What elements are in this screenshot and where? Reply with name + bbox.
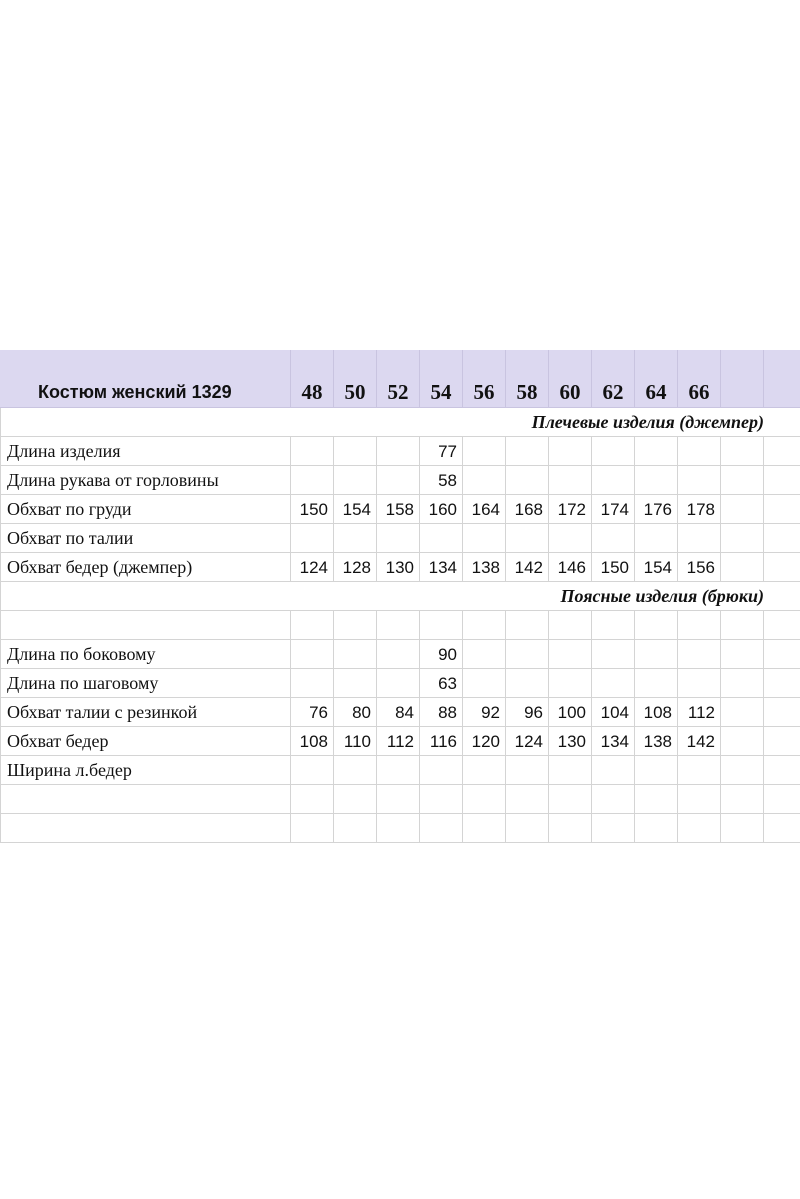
size-value-cell[interactable] xyxy=(764,785,800,814)
size-value-cell[interactable] xyxy=(334,611,377,640)
size-value-cell[interactable] xyxy=(721,524,764,553)
size-value-cell[interactable]: 174 xyxy=(592,495,635,524)
size-value-cell[interactable] xyxy=(463,814,506,843)
size-value-cell[interactable] xyxy=(635,437,678,466)
size-value-cell[interactable] xyxy=(377,785,420,814)
size-value-cell[interactable] xyxy=(678,785,721,814)
size-value-cell[interactable] xyxy=(764,756,800,785)
size-value-cell[interactable] xyxy=(506,437,549,466)
size-value-cell[interactable]: 128 xyxy=(334,553,377,582)
size-value-cell[interactable] xyxy=(764,814,800,843)
size-value-cell[interactable] xyxy=(678,669,721,698)
size-value-cell[interactable]: 80 xyxy=(334,698,377,727)
size-value-cell[interactable] xyxy=(549,669,592,698)
size-value-cell[interactable]: 100 xyxy=(549,698,592,727)
row-label[interactable] xyxy=(0,785,291,814)
size-value-cell[interactable] xyxy=(291,524,334,553)
size-value-cell[interactable] xyxy=(291,785,334,814)
size-value-cell[interactable] xyxy=(377,756,420,785)
table-row xyxy=(0,756,800,785)
size-value-cell[interactable] xyxy=(334,437,377,466)
size-value-cell[interactable] xyxy=(678,524,721,553)
size-value-cell[interactable] xyxy=(506,814,549,843)
size-value-cell[interactable] xyxy=(549,466,592,495)
size-value-cell[interactable]: 142 xyxy=(506,553,549,582)
size-value-cell[interactable]: 90 xyxy=(420,640,463,669)
size-header-cell[interactable]: 66 xyxy=(678,350,721,408)
size-header-cell[interactable]: 48 xyxy=(291,350,334,408)
table-title[interactable]: Костюм женский 1329 xyxy=(0,350,291,408)
size-value-cell[interactable] xyxy=(721,495,764,524)
size-header-cell[interactable]: 58 xyxy=(506,350,549,408)
table-row xyxy=(0,437,800,466)
size-value-cell[interactable] xyxy=(678,437,721,466)
size-value-cell[interactable] xyxy=(592,756,635,785)
size-value-cell[interactable] xyxy=(592,611,635,640)
section-header-row xyxy=(0,408,800,437)
row-label[interactable]: Длина изделия xyxy=(0,437,291,466)
size-value-cell[interactable]: 168 xyxy=(506,495,549,524)
size-chart-table xyxy=(0,350,800,843)
size-value-cell[interactable] xyxy=(549,785,592,814)
table-row xyxy=(0,785,800,814)
size-value-cell[interactable]: 116 xyxy=(420,727,463,756)
row-label[interactable]: Длина рукава от горловины xyxy=(0,466,291,495)
size-value-cell[interactable] xyxy=(721,669,764,698)
size-value-cell[interactable] xyxy=(721,814,764,843)
size-value-cell[interactable] xyxy=(463,640,506,669)
size-value-cell[interactable] xyxy=(291,640,334,669)
table-row xyxy=(0,553,800,582)
size-value-cell[interactable]: 160 xyxy=(420,495,463,524)
size-value-cell[interactable] xyxy=(678,814,721,843)
size-value-cell[interactable] xyxy=(721,785,764,814)
row-label[interactable]: Обхват бедер (джемпер) xyxy=(0,553,291,582)
size-value-cell[interactable] xyxy=(635,785,678,814)
size-value-cell[interactable] xyxy=(506,611,549,640)
size-value-cell[interactable]: 130 xyxy=(549,727,592,756)
size-value-cell[interactable]: 172 xyxy=(549,495,592,524)
size-value-cell[interactable] xyxy=(334,669,377,698)
size-value-cell[interactable] xyxy=(721,553,764,582)
table-row xyxy=(0,466,800,495)
size-value-cell[interactable] xyxy=(635,814,678,843)
size-value-cell[interactable] xyxy=(377,640,420,669)
size-value-cell[interactable]: 112 xyxy=(377,727,420,756)
size-value-cell[interactable] xyxy=(506,756,549,785)
size-value-cell[interactable] xyxy=(506,524,549,553)
size-value-cell[interactable]: 108 xyxy=(291,727,334,756)
size-header-cell[interactable]: 62 xyxy=(592,350,635,408)
size-value-cell[interactable] xyxy=(592,640,635,669)
header-row xyxy=(0,350,800,408)
size-value-cell[interactable]: 154 xyxy=(334,495,377,524)
row-label[interactable]: Ширина л.бедер xyxy=(0,756,291,785)
size-value-cell[interactable]: 104 xyxy=(592,698,635,727)
section-title: Плечевые изделия (джемпер) xyxy=(531,412,764,432)
size-value-cell[interactable] xyxy=(635,611,678,640)
size-value-cell[interactable] xyxy=(420,611,463,640)
size-value-cell[interactable] xyxy=(291,466,334,495)
size-value-cell[interactable] xyxy=(506,785,549,814)
size-value-cell[interactable]: 110 xyxy=(334,727,377,756)
size-value-cell[interactable] xyxy=(549,640,592,669)
size-value-cell[interactable] xyxy=(764,437,800,466)
size-value-cell[interactable] xyxy=(291,814,334,843)
size-value-cell[interactable] xyxy=(463,756,506,785)
size-value-cell[interactable]: 76 xyxy=(291,698,334,727)
size-value-cell[interactable] xyxy=(549,756,592,785)
size-value-cell[interactable] xyxy=(764,553,800,582)
size-value-cell[interactable] xyxy=(377,669,420,698)
size-value-cell[interactable] xyxy=(291,669,334,698)
table-row xyxy=(0,611,800,640)
size-value-cell[interactable] xyxy=(721,698,764,727)
size-value-cell[interactable] xyxy=(592,814,635,843)
size-value-cell[interactable]: 96 xyxy=(506,698,549,727)
size-value-cell[interactable]: 176 xyxy=(635,495,678,524)
size-value-cell[interactable] xyxy=(678,640,721,669)
size-value-cell[interactable] xyxy=(420,814,463,843)
size-value-cell[interactable] xyxy=(721,437,764,466)
size-value-cell[interactable]: 150 xyxy=(291,495,334,524)
size-value-cell[interactable] xyxy=(764,640,800,669)
size-value-cell[interactable] xyxy=(592,669,635,698)
size-value-cell[interactable] xyxy=(291,437,334,466)
size-value-cell[interactable] xyxy=(463,611,506,640)
size-value-cell[interactable] xyxy=(463,524,506,553)
size-value-cell[interactable]: 124 xyxy=(506,727,549,756)
size-header-cell[interactable]: 52 xyxy=(377,350,420,408)
row-label[interactable]: Обхват по талии xyxy=(0,524,291,553)
size-value-cell[interactable] xyxy=(721,640,764,669)
size-value-cell[interactable] xyxy=(764,698,800,727)
size-value-cell[interactable]: 108 xyxy=(635,698,678,727)
size-value-cell[interactable] xyxy=(334,814,377,843)
size-value-cell[interactable] xyxy=(463,669,506,698)
size-value-cell[interactable] xyxy=(721,466,764,495)
section-title: Поясные изделия (брюки) xyxy=(560,586,764,606)
size-value-cell[interactable]: 150 xyxy=(592,553,635,582)
size-header-cell[interactable]: 56 xyxy=(463,350,506,408)
size-value-cell[interactable] xyxy=(377,466,420,495)
size-value-cell[interactable] xyxy=(334,640,377,669)
size-value-cell[interactable] xyxy=(592,466,635,495)
size-value-cell[interactable]: 92 xyxy=(463,698,506,727)
size-value-cell[interactable] xyxy=(721,611,764,640)
table-row xyxy=(0,495,800,524)
size-value-cell[interactable]: 77 xyxy=(420,437,463,466)
section-header-row xyxy=(0,582,800,611)
size-header-cell[interactable]: 54 xyxy=(420,350,463,408)
size-value-cell[interactable] xyxy=(506,640,549,669)
size-value-cell[interactable]: 124 xyxy=(291,553,334,582)
size-value-cell[interactable] xyxy=(377,437,420,466)
size-value-cell[interactable] xyxy=(291,611,334,640)
size-header-cell[interactable]: 64 xyxy=(635,350,678,408)
size-value-cell[interactable] xyxy=(377,814,420,843)
size-header-cell[interactable] xyxy=(721,350,764,408)
size-value-cell[interactable]: 164 xyxy=(463,495,506,524)
size-value-cell[interactable] xyxy=(463,785,506,814)
size-value-cell[interactable] xyxy=(506,466,549,495)
size-value-cell[interactable] xyxy=(635,756,678,785)
size-value-cell[interactable] xyxy=(549,814,592,843)
table-row xyxy=(0,640,800,669)
size-value-cell[interactable]: 134 xyxy=(420,553,463,582)
size-value-cell[interactable] xyxy=(764,727,800,756)
size-value-cell[interactable]: 154 xyxy=(635,553,678,582)
size-value-cell[interactable] xyxy=(721,756,764,785)
size-value-cell[interactable]: 112 xyxy=(678,698,721,727)
size-value-cell[interactable] xyxy=(334,785,377,814)
size-value-cell[interactable]: 130 xyxy=(377,553,420,582)
size-value-cell[interactable] xyxy=(377,611,420,640)
size-header-cell[interactable]: 60 xyxy=(549,350,592,408)
size-header-cell[interactable] xyxy=(764,350,800,408)
size-value-cell[interactable]: 88 xyxy=(420,698,463,727)
size-value-cell[interactable] xyxy=(592,524,635,553)
size-value-cell[interactable] xyxy=(764,466,800,495)
size-value-cell[interactable] xyxy=(334,756,377,785)
table-row xyxy=(0,698,800,727)
size-value-cell[interactable] xyxy=(420,756,463,785)
size-value-cell[interactable] xyxy=(635,524,678,553)
size-value-cell[interactable]: 142 xyxy=(678,727,721,756)
size-value-cell[interactable] xyxy=(463,466,506,495)
row-label[interactable]: Обхват по груди xyxy=(0,495,291,524)
size-header-cell[interactable]: 50 xyxy=(334,350,377,408)
size-value-cell[interactable]: 138 xyxy=(635,727,678,756)
size-value-cell[interactable] xyxy=(635,466,678,495)
size-value-cell[interactable]: 120 xyxy=(463,727,506,756)
size-value-cell[interactable] xyxy=(506,669,549,698)
size-value-cell[interactable] xyxy=(764,669,800,698)
row-label[interactable]: Обхват бедер xyxy=(0,727,291,756)
size-value-cell[interactable] xyxy=(334,466,377,495)
size-value-cell[interactable] xyxy=(592,785,635,814)
size-value-cell[interactable]: 158 xyxy=(377,495,420,524)
size-value-cell[interactable] xyxy=(721,727,764,756)
size-value-cell[interactable]: 138 xyxy=(463,553,506,582)
size-value-cell[interactable]: 178 xyxy=(678,495,721,524)
size-value-cell[interactable] xyxy=(549,524,592,553)
size-value-cell[interactable] xyxy=(549,437,592,466)
row-label[interactable]: Обхват талии с резинкой xyxy=(0,698,291,727)
size-value-cell[interactable] xyxy=(635,640,678,669)
size-value-cell[interactable]: 134 xyxy=(592,727,635,756)
size-value-cell[interactable] xyxy=(678,466,721,495)
size-value-cell[interactable] xyxy=(291,756,334,785)
size-value-cell[interactable]: 84 xyxy=(377,698,420,727)
size-value-cell[interactable] xyxy=(377,524,420,553)
row-label[interactable]: Длина по шаговому xyxy=(0,669,291,698)
size-value-cell[interactable]: 156 xyxy=(678,553,721,582)
size-value-cell[interactable] xyxy=(463,437,506,466)
size-value-cell[interactable] xyxy=(764,495,800,524)
row-label[interactable] xyxy=(0,814,291,843)
size-value-cell[interactable] xyxy=(678,756,721,785)
table-row xyxy=(0,814,800,843)
table-row xyxy=(0,727,800,756)
row-label[interactable]: Длина по боковому xyxy=(0,640,291,669)
size-value-cell[interactable]: 146 xyxy=(549,553,592,582)
row-label[interactable] xyxy=(0,611,291,640)
size-value-cell[interactable]: 63 xyxy=(420,669,463,698)
size-value-cell[interactable] xyxy=(420,524,463,553)
table-row xyxy=(0,669,800,698)
size-value-cell[interactable] xyxy=(549,611,592,640)
size-value-cell[interactable] xyxy=(764,524,800,553)
size-value-cell[interactable] xyxy=(635,669,678,698)
size-value-cell[interactable] xyxy=(592,437,635,466)
table-row xyxy=(0,524,800,553)
size-value-cell[interactable] xyxy=(420,785,463,814)
size-value-cell[interactable] xyxy=(764,611,800,640)
size-value-cell[interactable] xyxy=(334,524,377,553)
size-value-cell[interactable]: 58 xyxy=(420,466,463,495)
size-value-cell[interactable] xyxy=(678,611,721,640)
